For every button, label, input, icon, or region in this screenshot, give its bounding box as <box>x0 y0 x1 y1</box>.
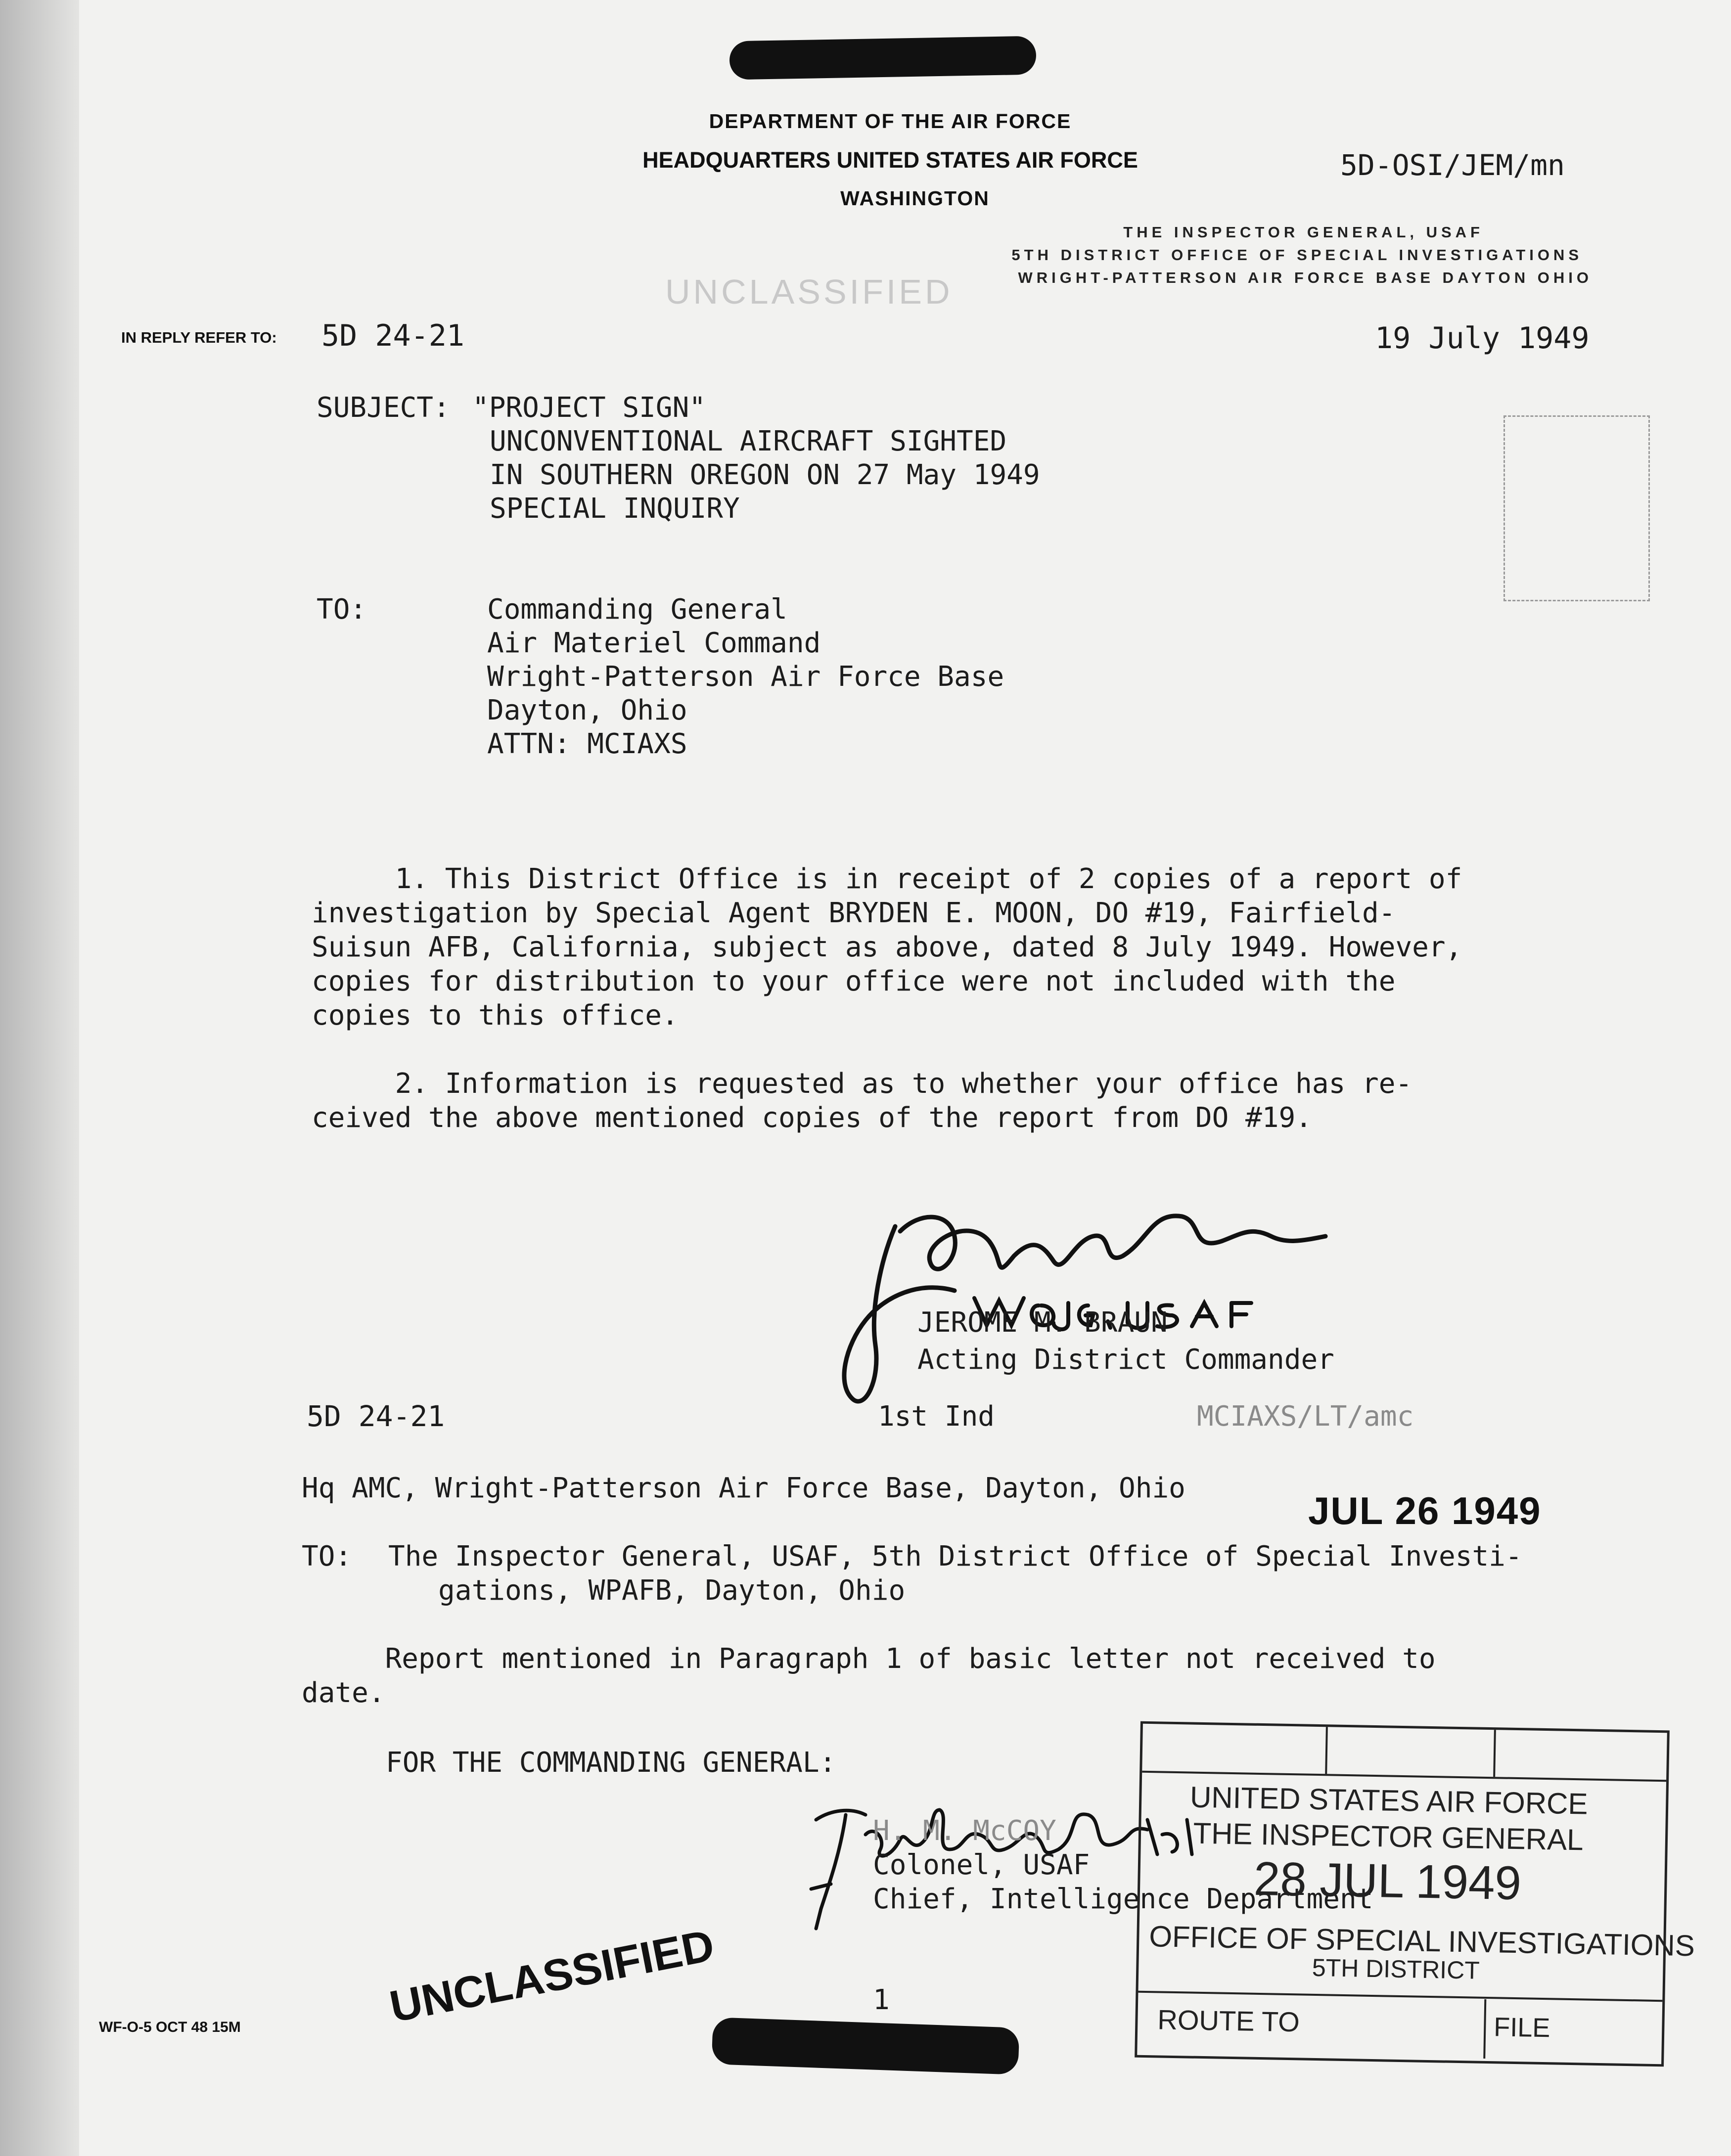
para2-line-1: 2. Information is requested as to whether your office has re- <box>312 1068 1412 1100</box>
endorsement-to-line-2: gations, WPAFB, Dayton, Ohio <box>388 1574 906 1607</box>
subject-line-1: "PROJECT SIGN" <box>472 392 706 424</box>
endorsement-indicator: 1st Ind <box>878 1400 995 1433</box>
endorsement-to-label: TO: <box>302 1540 352 1572</box>
letterhead-city: WASHINGTON <box>840 187 990 210</box>
office-line-1: THE INSPECTOR GENERAL, USAF <box>1123 224 1484 241</box>
file-reference-code: 5D-OSI/JEM/mn <box>1340 148 1565 182</box>
to-line-5: ATTN: MCIAXS <box>487 728 687 760</box>
subject-label: SUBJECT: <box>317 392 450 424</box>
handwritten-signature-braun <box>806 1182 1350 1419</box>
letterhead-headquarters: HEADQUARTERS UNITED STATES AIR FORCE <box>642 147 1138 173</box>
para1-line-2: investigation by Special Agent BRYDEN E. MOON, DO #19, Fairfield- <box>312 897 1396 929</box>
letter-date: 19 July 1949 <box>1375 321 1590 356</box>
faded-classification-stamp: UNCLASSIFIED <box>665 272 953 311</box>
subject-line-3: IN SOUTHERN OREGON ON 27 May 1949 <box>490 459 1040 491</box>
para2-line-2: ceived the above mentioned copies of the report from DO #19. <box>312 1102 1312 1134</box>
endorser-position: Chief, Intelligence Department <box>873 1883 1373 1915</box>
stamp-route-to: ROUTE TO <box>1157 2004 1300 2038</box>
endorsement-body-line-1: Report mentioned in Paragraph 1 of basic letter not received to <box>302 1643 1436 1675</box>
subject-line-4: SPECIAL INQUIRY <box>490 493 740 525</box>
redaction-bar-top <box>729 36 1036 80</box>
stamp-line-district: 5TH DISTRICT <box>1312 1953 1480 1984</box>
received-date-stamp: JUL 26 1949 <box>1308 1489 1542 1532</box>
stamp-file: FILE <box>1493 2012 1550 2043</box>
stamp-divider <box>1493 1730 1496 1777</box>
endorsement-from: Hq AMC, Wright-Patterson Air Force Base, Dayton, Ohio <box>302 1472 1185 1504</box>
signer-name: JEROME M. BRAUN <box>917 1306 1168 1339</box>
para1-line-4: copies for distribution to your office were not included with the <box>312 965 1396 997</box>
to-line-2: Air Materiel Command <box>487 627 821 659</box>
redaction-bar-bottom <box>712 2017 1020 2075</box>
stamp-divider <box>1325 1727 1328 1774</box>
office-line-3: WRIGHT-PATTERSON AIR FORCE BASE DAYTON OHIO <box>1018 269 1593 286</box>
inspector-general-received-stamp <box>1135 1721 1695 2067</box>
endorsement-body-line-2: date. <box>302 1677 385 1709</box>
stamp-line-osi: OFFICE OF SPECIAL INVESTIGATIONS <box>1148 1920 1695 1963</box>
scan-edge-shadow <box>0 0 79 2156</box>
endorsement-file-code: MCIAXS/LT/amc <box>1197 1400 1414 1433</box>
para1-line-5: copies to this office. <box>312 999 679 1032</box>
endorser-name: H. M. McCOY <box>873 1815 1056 1847</box>
to-line-1: Commanding General <box>487 593 787 626</box>
stamp-bottom-rule <box>1138 1991 1662 2002</box>
form-code: WF-O-5 OCT 48 15M <box>99 2019 241 2035</box>
endorsement-reference: 5D 24-21 <box>307 1399 445 1433</box>
to-line-3: Wright-Patterson Air Force Base <box>487 661 1004 693</box>
stamp-line-inspector: THE INSPECTOR GENERAL <box>1192 1816 1584 1857</box>
stamp-divider <box>1483 1999 1486 2059</box>
faint-routing-box <box>1503 415 1650 601</box>
to-line-4: Dayton, Ohio <box>487 694 687 726</box>
page-number: 1 <box>873 1984 890 2016</box>
endorsement-closing: FOR THE COMMANDING GENERAL: <box>386 1747 836 1779</box>
subject-line-2: UNCONVENTIONAL AIRCRAFT SIGHTED <box>490 425 1007 457</box>
stamp-header-row <box>1142 1724 1667 1782</box>
unclassified-stamp: UNCLASSIFIED <box>386 1921 719 2032</box>
office-line-2: 5TH DISTRICT OFFICE OF SPECIAL INVESTIGATIONS <box>1011 246 1583 264</box>
signer-title: Acting District Commander <box>917 1344 1334 1376</box>
reply-refer-label: IN REPLY REFER TO: <box>121 329 277 346</box>
para1-line-1: 1. This District Office is in receipt of 2 copies of a report of <box>312 863 1462 895</box>
reply-reference-number: 5D 24-21 <box>321 318 464 353</box>
to-label: TO: <box>317 593 367 626</box>
stamp-received-date: 28 JUL 1949 <box>1253 1852 1522 1910</box>
endorsement-to-line-1: The Inspector General, USAF, 5th District Office of Special Investi- <box>388 1540 1522 1572</box>
letterhead-department: DEPARTMENT OF THE AIR FORCE <box>709 110 1072 133</box>
para1-line-3: Suisun AFB, California, subject as above, dated 8 July 1949. However, <box>312 931 1462 963</box>
endorser-rank: Colonel, USAF <box>873 1849 1090 1881</box>
stamp-line-usaf: UNITED STATES AIR FORCE <box>1189 1780 1589 1821</box>
